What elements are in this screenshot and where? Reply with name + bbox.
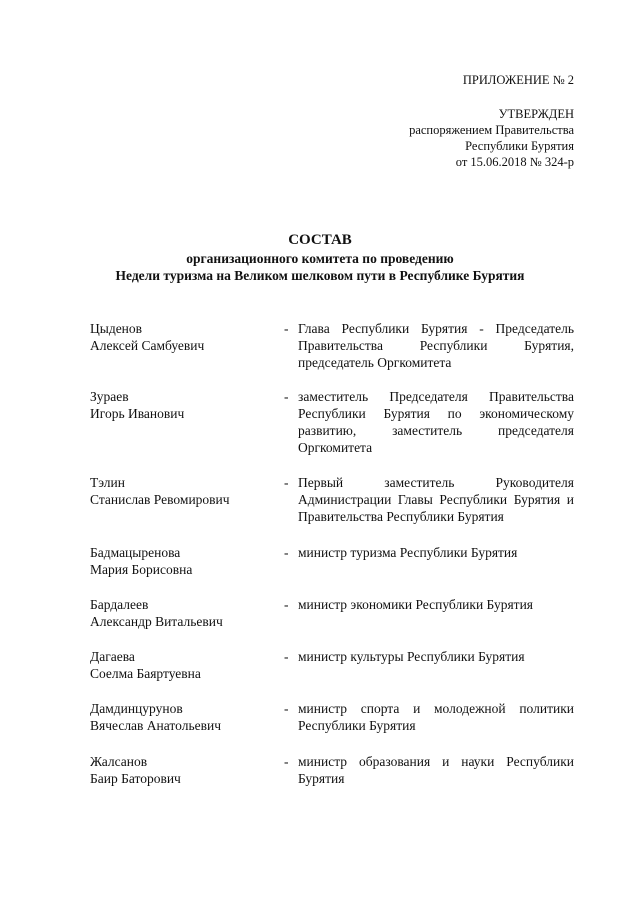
member-row [90,320,574,388]
member-list [90,320,574,793]
member-name [90,320,284,388]
member-given-name: Баир Баторович [90,771,181,786]
member-surname: Дагаева [90,649,135,664]
member-role: Первый заместитель Руководителя Администрации Главы Республики Бурятия и Правительства Республики Бурятия [298,475,574,524]
member-surname: Цыденов [90,321,143,336]
member-name [90,474,284,544]
member-given-name: Игорь Иванович [90,406,185,421]
member-row [90,596,574,648]
member-given-name: Станислав Ревомирович [90,492,230,507]
member-name [90,648,284,700]
member-dash: - [284,649,289,664]
member-row [90,474,574,544]
member-role: министр спорта и молодежной политики Республики Бурятия [298,701,574,733]
member-surname: Жалсанов [90,754,148,769]
document-heading [0,230,640,284]
heading-line-2: Недели туризма на Великом шелковом пути в Республике Бурятия [115,268,525,283]
member-role: министр туризма Республики Бурятия [298,545,518,560]
member-given-name: Алексей Самбуевич [90,338,205,353]
member-surname: Тэлин [90,475,125,490]
member-name [90,544,284,596]
approved-by-line: распоряжением Правительства [409,123,574,137]
member-dash: - [284,389,289,404]
member-given-name: Соелма Баяртуевна [90,666,201,681]
appendix-number: ПРИЛОЖЕНИЕ № 2 [462,73,574,87]
member-row [90,700,574,753]
member-name [90,700,284,753]
approval-block [409,72,574,170]
member-row [90,388,574,474]
member-name [90,388,284,474]
member-surname: Бардалеев [90,597,149,612]
member-row [90,544,574,596]
member-row [90,753,574,793]
spacer [409,88,574,106]
member-given-name: Вячеслав Анатольевич [90,718,221,733]
member-dash: - [284,597,289,612]
member-dash: - [284,545,289,560]
approved-label: УТВЕРЖДЕН [498,107,574,121]
member-role: заместитель Председателя Правительства Республики Бурятия по экономическому развитию, заместитель председателя Оргкомитета [298,389,574,455]
member-surname: Зураев [90,389,129,404]
member-row [90,648,574,700]
document-title: СОСТАВ [288,232,352,248]
member-surname: Бадмацыренова [90,545,181,560]
member-given-name: Мария Борисовна [90,562,193,577]
approval-date-line: от 15.06.2018 № 324-р [455,155,574,169]
member-name [90,753,284,793]
member-dash: - [284,701,289,716]
member-role: министр образования и науки Республики Бурятия [298,754,574,786]
approved-org-line: Республики Бурятия [465,139,574,153]
member-given-name: Александр Витальевич [90,614,223,629]
member-dash: - [284,475,289,490]
member-dash: - [284,754,289,769]
member-dash: - [284,321,289,336]
member-role: министр экономики Республики Бурятия [298,597,534,612]
member-role: министр культуры Республики Бурятия [298,649,525,664]
member-name [90,596,284,648]
heading-line-1: организационного комитета по проведению [186,251,454,266]
member-role: Глава Республики Бурятия - Председатель Правительства Республики Бурятия, председатель Оргкомитета [298,321,574,370]
member-surname: Дамдинцурунов [90,701,183,716]
